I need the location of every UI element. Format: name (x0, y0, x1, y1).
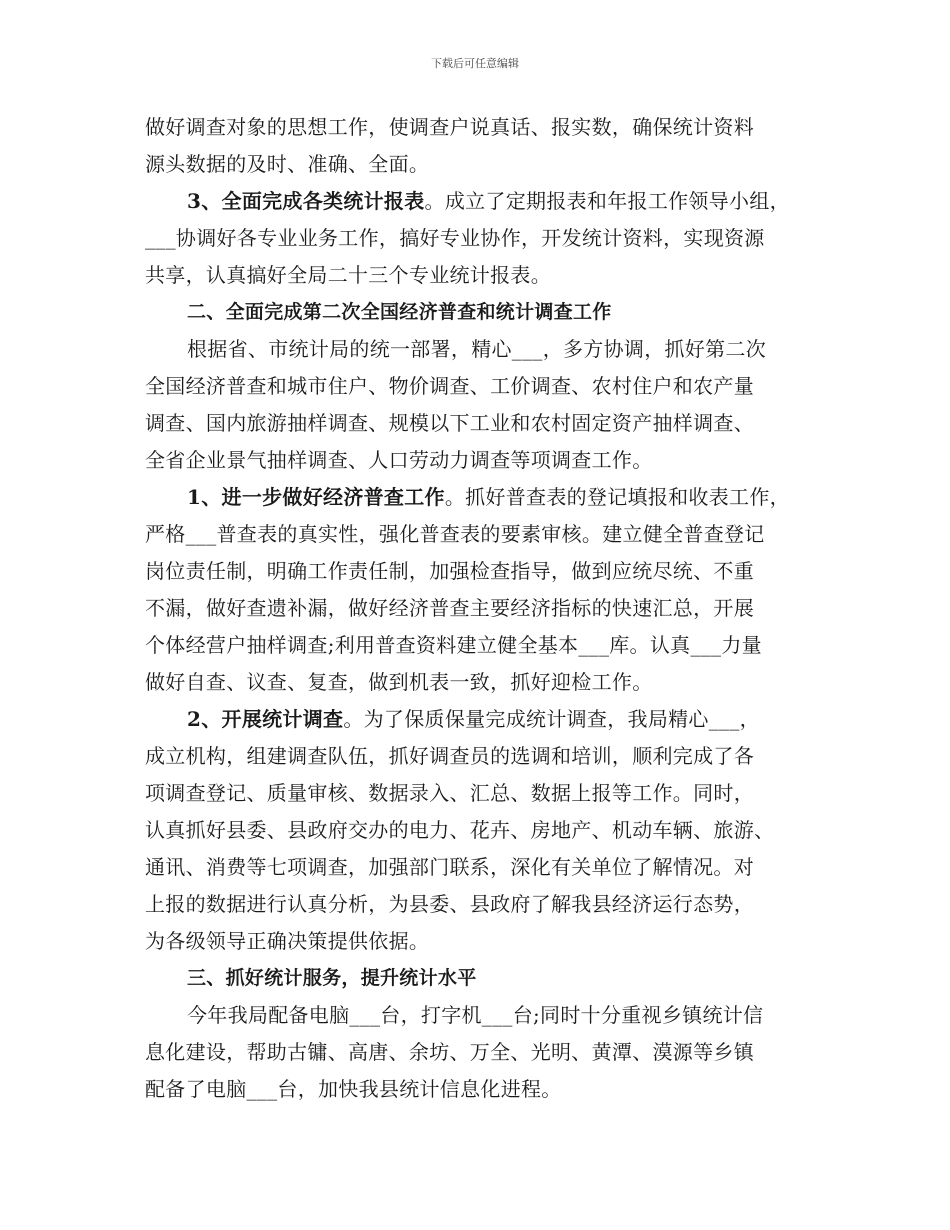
text-line: 为各级领导正确决策提供依据。 (145, 929, 430, 953)
text-line: 做好自查、议查、复查，做到机表一致，抓好迎检工作。 (145, 670, 653, 694)
text-line: 做好调查对象的思想工作，使调查户说真话、报实数，确保统计资料 (145, 115, 754, 139)
text-line: 全国经济普查和城市住户、物价调查、工价调查、农村住户和农产量 (145, 374, 754, 398)
section-heading-3: 三、抓好统计服务，提升统计水平 (187, 967, 477, 989)
text-line: 严格___普查表的真实性，强化普查表的要素审核。建立健全普查登记 (145, 522, 765, 546)
text-line: ___协调好各专业业务工作，搞好专业协作，开发统计资料，实现资源 (145, 226, 765, 250)
text-line: 项调查登记、质量审核、数据录入、汇总、数据上报等工作。同时， (145, 781, 754, 805)
text-line: 调查、国内旅游抽样调查、规模以下工业和农村固定资产抽样调查、 (145, 411, 754, 435)
text-line: 配备了电脑___台，加快我县统计信息化进程。 (145, 1077, 562, 1101)
text-line: 个体经营户抽样调查;利用普查资料建立健全基本___库。认真___力量 (145, 633, 762, 657)
section-item-1: 1、进一步做好经济普查工作。抓好普查表的登记填报和收表工作， (187, 485, 790, 509)
item-title: 1、进一步做好经济普查工作 (187, 485, 445, 509)
item-title: 3、全面完成各类统计报表 (187, 189, 425, 213)
text-line: 岗位责任制，明确工作责任制，加强检查指导，做到应统尽统、不重 (145, 559, 754, 583)
text-line: 成立机构，组建调查队伍，抓好调查员的选调和培训，顺利完成了各 (145, 744, 754, 768)
text-line: 通讯、消费等七项调查，加强部门联系，深化有关单位了解情况。对 (145, 855, 754, 879)
text-line: 全省企业景气抽样调查、人口劳动力调查等项调查工作。 (145, 448, 653, 472)
text-line: 共享，认真搞好全局二十三个专业统计报表。 (145, 263, 551, 287)
item-title: 2、开展统计调查 (187, 707, 344, 731)
text-line: 息化建设，帮助古镛、高唐、余坊、万全、光明、黄潭、漠源等乡镇 (145, 1040, 754, 1064)
text-line: 上报的数据进行认真分析，为县委、县政府了解我县经济运行态势， (145, 892, 754, 916)
text-line: 不漏，做好查遗补漏，做好经济普查主要经济指标的快速汇总，开展 (145, 596, 754, 620)
text-line: 源头数据的及时、准确、全面。 (145, 152, 430, 176)
page-header: 下载后可任意编辑 (431, 57, 519, 70)
text-line: 今年我局配备电脑___台，打字机___台;同时十分重视乡镇统计信 (187, 1003, 764, 1027)
text-line: 根据省、市统计局的统一部署，精心___，多方协调，抓好第二次 (187, 337, 766, 361)
document-body (145, 109, 825, 1108)
section-heading-2: 二、全面完成第二次全国经济普查和统计调查工作 (187, 301, 612, 323)
text-line: 认真抓好县委、县政府交办的电力、花卉、房地产、机动车辆、旅游、 (145, 818, 775, 842)
section-item-3: 3、全面完成各类统计报表。成立了定期报表和年报工作领导小组， (187, 189, 790, 213)
section-item-2: 2、开展统计调查。为了保质保量完成统计调查，我局精心___， (187, 707, 760, 731)
